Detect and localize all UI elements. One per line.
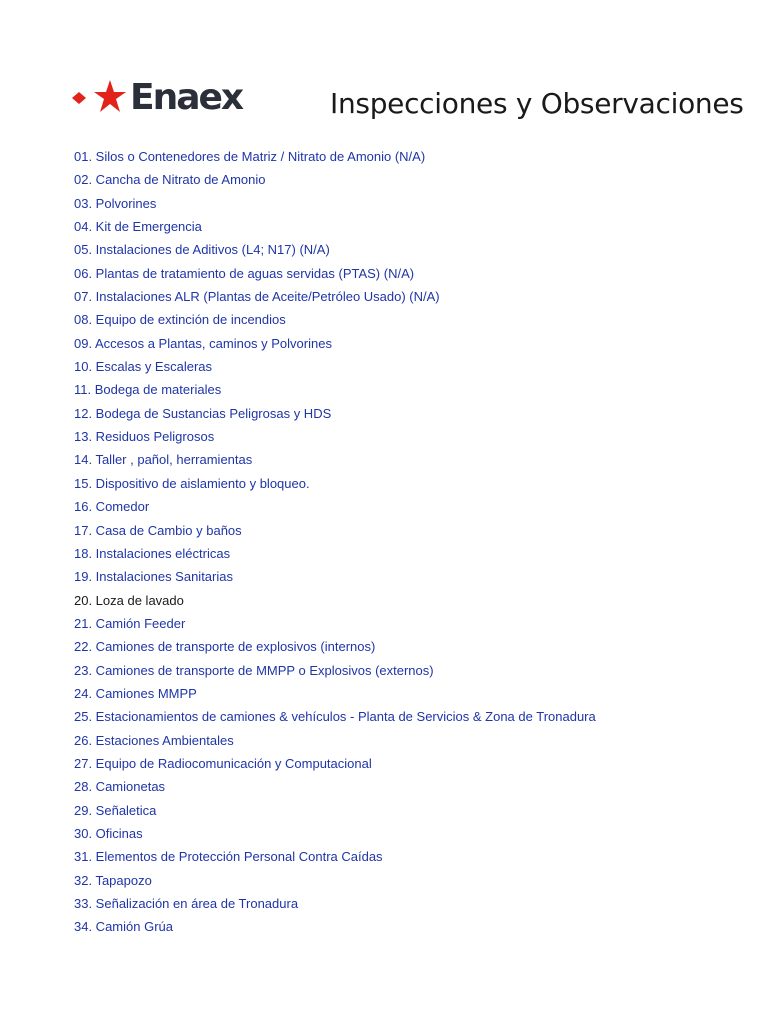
list-item-link[interactable]: 10. Escalas y Escaleras [74, 359, 213, 375]
list-item-link[interactable]: 30. Oficinas [74, 825, 143, 841]
list-item-link[interactable]: 15. Dispositivo de aislamiento y bloqueo. [74, 475, 310, 491]
list-item-link[interactable]: 05. Instalaciones de Aditivos (L4; N17) (N/A) [74, 242, 330, 258]
list-item-link[interactable]: 31. Elementos de Protección Personal Contra Caídas [74, 849, 383, 865]
list-item-link[interactable]: 34. Camión Grúa [74, 919, 173, 935]
list-item-link[interactable]: 24. Camiones MMPP [74, 685, 197, 701]
list-item-link[interactable]: 29. Señaletica [74, 802, 157, 818]
list-item-link[interactable]: 12. Bodega de Sustancias Peligrosas y HDS [74, 405, 332, 421]
logo-wordmark: Enaex [130, 77, 243, 118]
list-item-link[interactable]: 08. Equipo de extinción de incendios [74, 312, 286, 328]
list-item-link[interactable]: 03. Polvorines [74, 195, 157, 211]
list-item-link[interactable]: 09. Accesos a Plantas, caminos y Polvorines [74, 335, 332, 351]
list-item: 20. Loza de lavado [74, 592, 184, 608]
list-item-link[interactable]: 04. Kit de Emergencia [74, 219, 202, 235]
list-item-link[interactable]: 11. Bodega de materiales [74, 382, 222, 398]
list-item-link[interactable]: 06. Plantas de tratamiento de aguas servidas (PTAS) (N/A) [74, 265, 415, 281]
page-title-container [330, 82, 744, 126]
list-item-link[interactable]: 01. Silos o Contenedores de Matriz / Nitrato de Amonio (N/A) [74, 149, 426, 164]
list-item-link[interactable]: 13. Residuos Peligrosos [74, 429, 215, 445]
list-item-link[interactable]: 18. Instalaciones eléctricas [74, 545, 231, 561]
list-item-link[interactable]: 16. Comedor [74, 499, 150, 515]
list-item-link[interactable]: 26. Estaciones Ambientales [74, 732, 234, 748]
list-item-link[interactable]: 33. Señalización en área de Tronadura [74, 896, 299, 911]
inspection-list [74, 145, 596, 939]
list-item-link[interactable]: 28. Camionetas [74, 779, 166, 795]
page-title: Inspecciones y Observaciones [330, 87, 744, 120]
list-item-link[interactable]: 23. Camiones de transporte de MMPP o Explosivos (externos) [74, 662, 434, 678]
list-item-link[interactable]: 21. Camión Feeder [74, 615, 186, 631]
enaex-logo [70, 78, 242, 118]
list-item-link[interactable]: 27. Equipo de Radiocomunicación y Computacional [74, 755, 372, 771]
list-item-link[interactable]: 19. Instalaciones Sanitarias [74, 569, 233, 585]
enaex-star-icon [70, 78, 128, 118]
list-item-link[interactable]: 07. Instalaciones ALR (Plantas de Aceite/Petróleo Usado) (N/A) [74, 289, 440, 305]
list-item-link[interactable]: 22. Camiones de transporte de explosivos (internos) [74, 639, 376, 655]
list-item-link[interactable]: 32. Tapapozo [74, 872, 152, 888]
list-item-link[interactable]: 02. Cancha de Nitrato de Amonio [74, 172, 266, 188]
list-item-link[interactable]: 17. Casa de Cambio y baños [74, 522, 242, 538]
list-item-link[interactable]: 25. Estacionamientos de camiones & vehículos - Planta de Servicios & Zona de Tronadura [74, 709, 596, 725]
list-item-link[interactable]: 14. Taller , pañol, herramientas [74, 452, 253, 468]
